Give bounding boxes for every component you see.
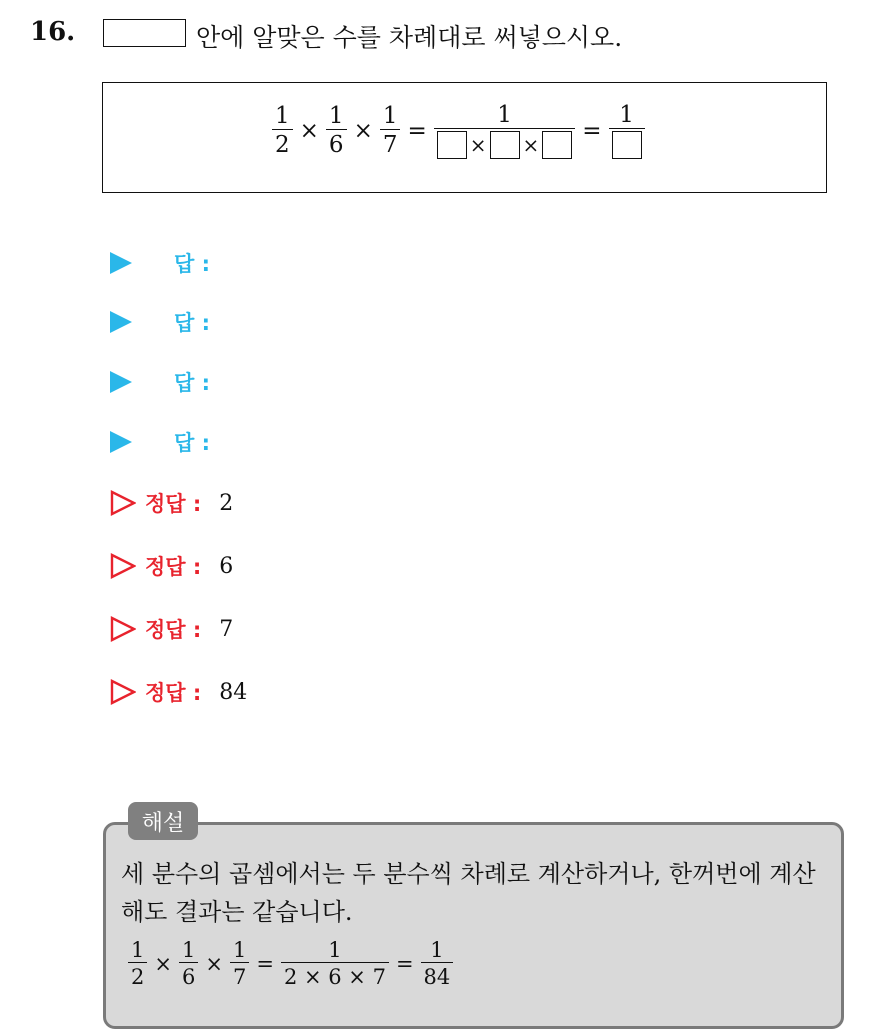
correct-label: 정답 : <box>145 681 202 705</box>
answer-label: 답 : <box>174 311 210 335</box>
explanation-text: 세 분수의 곱셈에서는 두 분수씩 차례로 계산하거나, 한꺼번에 계산해도 결과는 같습니다. <box>121 860 816 926</box>
correct-value: 2 <box>219 490 234 516</box>
correct-answer-line <box>110 551 233 581</box>
numerator: 1 <box>382 102 398 129</box>
correct-value: 6 <box>219 553 234 579</box>
times-sign: × <box>353 117 373 144</box>
numerator: 1 <box>131 938 145 962</box>
equals-sign: = <box>256 951 274 976</box>
question-text: 안에 알맞은 수를 차례대로 써넣으시오. <box>196 23 623 52</box>
fraction <box>326 103 347 159</box>
outline-triangle-icon <box>110 490 136 516</box>
correct-answer-line <box>110 488 233 518</box>
denominator: 2 <box>272 129 293 158</box>
denominator-blank <box>609 128 645 159</box>
denominator: 2 × 6 × 7 <box>281 962 389 989</box>
numerator: 1 <box>232 938 247 962</box>
fraction-blank-product <box>434 102 576 159</box>
play-triangle-icon <box>110 371 132 393</box>
question-number: 16. <box>30 17 76 47</box>
numerator: 1 <box>497 102 512 128</box>
numerator: 1 <box>619 102 634 128</box>
fraction <box>272 103 293 159</box>
blank-box-1[interactable] <box>437 131 467 159</box>
fraction <box>179 938 198 989</box>
blank-box-3[interactable] <box>542 131 572 159</box>
outline-triangle-icon <box>110 616 136 642</box>
fraction <box>380 103 401 159</box>
times-sign: × <box>154 951 172 976</box>
numerator: 1 <box>430 938 444 962</box>
fraction <box>230 938 249 989</box>
outline-triangle-icon <box>110 679 136 705</box>
equation <box>270 102 647 159</box>
numerator: 1 <box>328 938 342 962</box>
answer-label: 답 : <box>174 371 210 395</box>
correct-label: 정답 : <box>145 618 202 642</box>
play-triangle-icon <box>110 311 132 333</box>
numerator: 1 <box>181 938 196 962</box>
answer-line[interactable] <box>110 307 210 337</box>
explanation-tag: 해설 <box>128 802 198 840</box>
times-sign: × <box>469 132 487 157</box>
denominator: 7 <box>230 962 249 989</box>
fraction-blank-result <box>609 102 645 159</box>
denominator: 6 <box>326 129 347 158</box>
play-triangle-icon <box>110 431 132 453</box>
play-triangle-icon <box>110 252 132 274</box>
denominator: 84 <box>421 962 454 989</box>
equals-sign: = <box>582 117 602 144</box>
answer-label: 답 : <box>174 252 210 276</box>
answer-line[interactable] <box>110 427 210 457</box>
correct-label: 정답 : <box>145 492 202 516</box>
correct-value: 7 <box>219 616 234 642</box>
answer-label: 답 : <box>174 431 210 455</box>
equals-sign: = <box>395 951 414 976</box>
answer-line[interactable] <box>110 367 210 397</box>
blank-box-4[interactable] <box>612 131 642 159</box>
explanation-equation <box>126 938 455 989</box>
blank-box-icon <box>103 19 186 47</box>
outline-triangle-icon <box>110 553 136 579</box>
times-sign: × <box>522 132 540 157</box>
denominator: 7 <box>380 129 401 158</box>
times-sign: × <box>299 117 319 144</box>
denominator: 6 <box>179 962 198 989</box>
answer-line[interactable] <box>110 248 210 278</box>
fraction <box>281 938 389 989</box>
times-sign: × <box>205 951 223 976</box>
fraction <box>421 938 454 989</box>
fraction <box>128 938 147 989</box>
correct-answer-line <box>110 677 247 707</box>
denominator-blanks <box>434 128 576 159</box>
blank-box-2[interactable] <box>490 131 520 159</box>
correct-answer-line <box>110 614 233 644</box>
numerator: 1 <box>275 102 290 129</box>
numerator: 1 <box>328 102 344 129</box>
equals-sign: = <box>407 117 427 144</box>
correct-value: 84 <box>219 679 248 705</box>
denominator: 2 <box>128 962 147 989</box>
correct-label: 정답 : <box>145 555 202 579</box>
